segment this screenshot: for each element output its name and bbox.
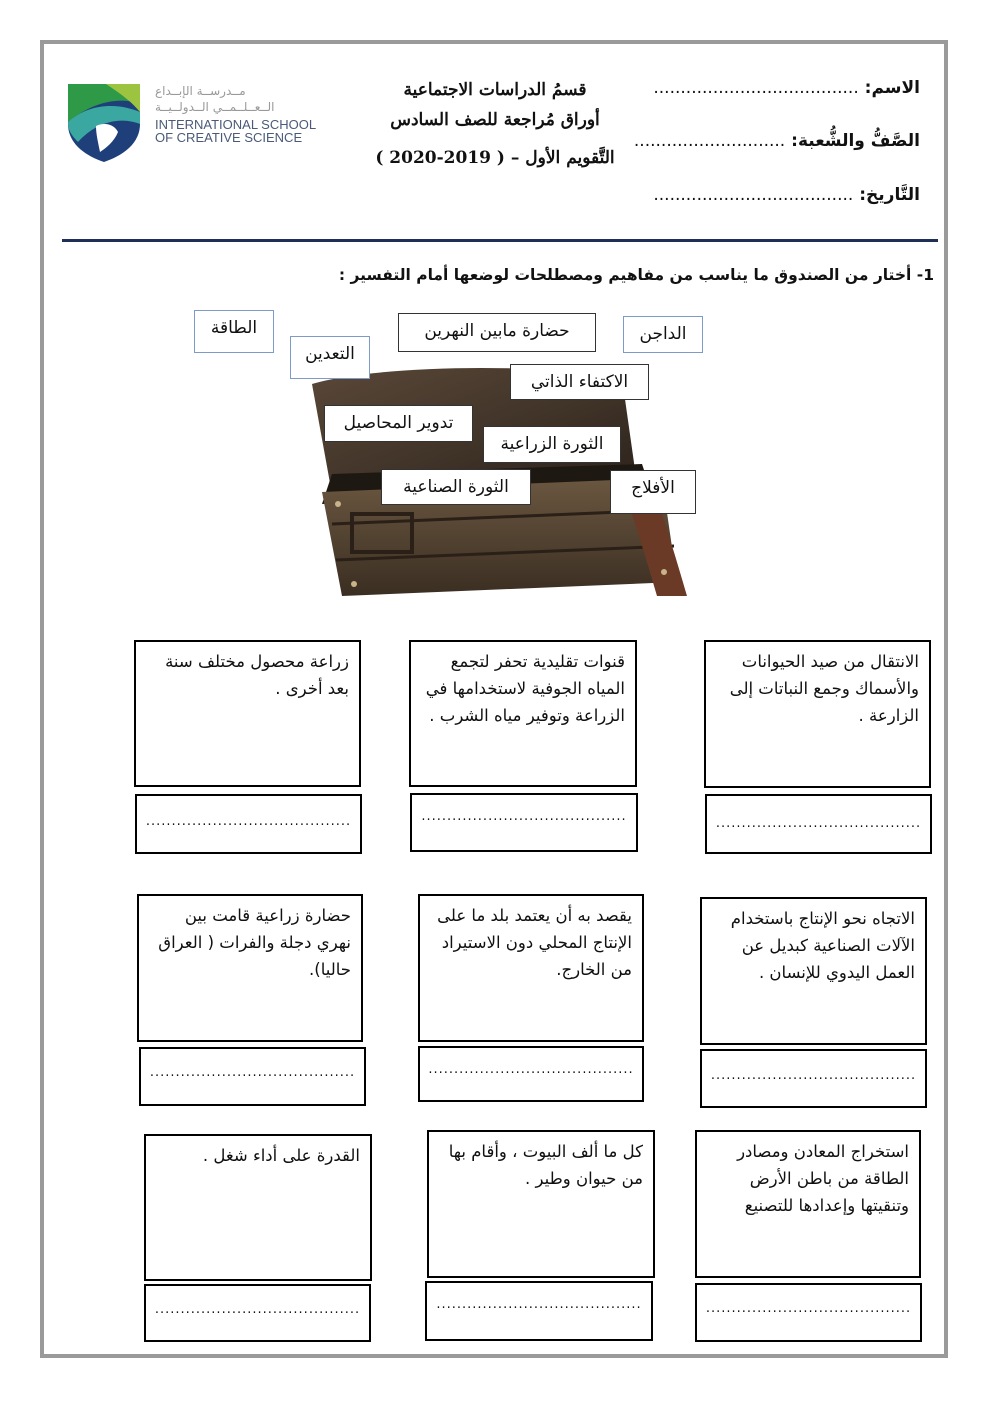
definition-box: حضارة زراعية قامت بين نهري دجلة والفرات ( العراق حاليا).: [137, 894, 363, 1042]
class-field[interactable]: [634, 131, 920, 151]
logo-arabic-line2: الــعــلــمــي الــدولــيــة: [155, 100, 275, 114]
answer-box[interactable]: ........................................: [410, 793, 638, 852]
name-dots: ......................................: [653, 78, 859, 98]
term-agricultural-revolution[interactable]: الثورة الزراعية: [483, 426, 621, 463]
logo-english-line2: OF CREATIVE SCIENCE: [155, 130, 303, 145]
question-1: 1- أختار من الصندوق ما يناسب من مفاهيم ومصطلحات لوضعها أمام التفسير :: [338, 266, 934, 284]
department-title: قسمُ الدراسات الاجتماعية: [403, 80, 587, 100]
term-mining[interactable]: التعدين: [290, 336, 370, 379]
school-logo: [66, 82, 142, 164]
term-energy[interactable]: الطاقة: [194, 310, 274, 353]
class-dots: ............................: [633, 131, 786, 151]
term-mesopotamia[interactable]: حضارة مابين النهرين: [398, 313, 596, 352]
term-label: التَّقويم الأول – ( 2019-2020 ): [375, 148, 615, 168]
term-self-sufficiency[interactable]: الاكتفاء الذاتي: [510, 364, 649, 400]
term-domestic-animal[interactable]: الداجن: [623, 316, 703, 353]
logo-arabic-line1: مــدرســة الإبــداع: [155, 84, 246, 98]
definition-box: قنوات تقليدية تحفر لتجمع المياه الجوفية لاستخدامها في الزراعة وتوفير مياه الشرب .: [409, 640, 637, 787]
answer-box[interactable]: ........................................: [705, 794, 932, 854]
definition-box: كل ما ألف البيوت ، وأقام بها من حيوان وطير .: [427, 1130, 655, 1278]
answer-box[interactable]: ........................................: [700, 1049, 927, 1108]
logo-english-line1: INTERNATIONAL SCHOOL: [155, 117, 317, 132]
header-divider: [62, 239, 938, 242]
term-crop-rotation[interactable]: تدوير المحاصيل: [324, 405, 473, 442]
answer-box[interactable]: ........................................: [695, 1283, 922, 1342]
answer-box[interactable]: ........................................: [418, 1046, 644, 1102]
definition-box: استخراج المعادن ومصادر الطاقة من باطن الأرض وتنقيتها وإعدادها للتصنيع: [695, 1130, 921, 1278]
term-industrial-revolution[interactable]: الثورة الصناعية: [381, 469, 531, 505]
worksheet-subtitle: أوراق مُراجعة للصف السادس: [390, 110, 600, 130]
definition-box: الانتقال من صيد الحيوانات والأسماك وجمع النباتات إلى الزارعة .: [704, 640, 931, 788]
name-field[interactable]: [653, 78, 920, 98]
shield-logo-icon: [66, 82, 142, 164]
term-aflaj[interactable]: الأفلاج: [610, 470, 696, 514]
definition-box: زراعة محصول مختلف سنة بعد أخرى .: [134, 640, 361, 787]
name-label: الاسم:: [864, 78, 920, 98]
date-label: التَّاريخ:: [859, 185, 920, 205]
definition-box: يقصد به أن يعتمد بلد ما على الإنتاج المحلي دون الاستيراد من الخارج.: [418, 894, 644, 1042]
class-label: الصَّفُّ والشُّعبة:: [791, 131, 920, 151]
answer-box[interactable]: ........................................: [144, 1284, 371, 1342]
answer-box[interactable]: ........................................: [139, 1047, 366, 1106]
date-field[interactable]: [653, 185, 920, 205]
definition-box: الاتجاه نحو الإنتاج باستخدام الآلات الصناعية كبديل عن العمل اليدوي للإنسان .: [700, 897, 927, 1045]
answer-box[interactable]: ........................................: [135, 794, 362, 854]
date-dots: .....................................: [653, 185, 854, 205]
definition-box: القدرة على أداء شغل .: [144, 1134, 372, 1281]
answer-box[interactable]: ........................................: [425, 1281, 653, 1341]
